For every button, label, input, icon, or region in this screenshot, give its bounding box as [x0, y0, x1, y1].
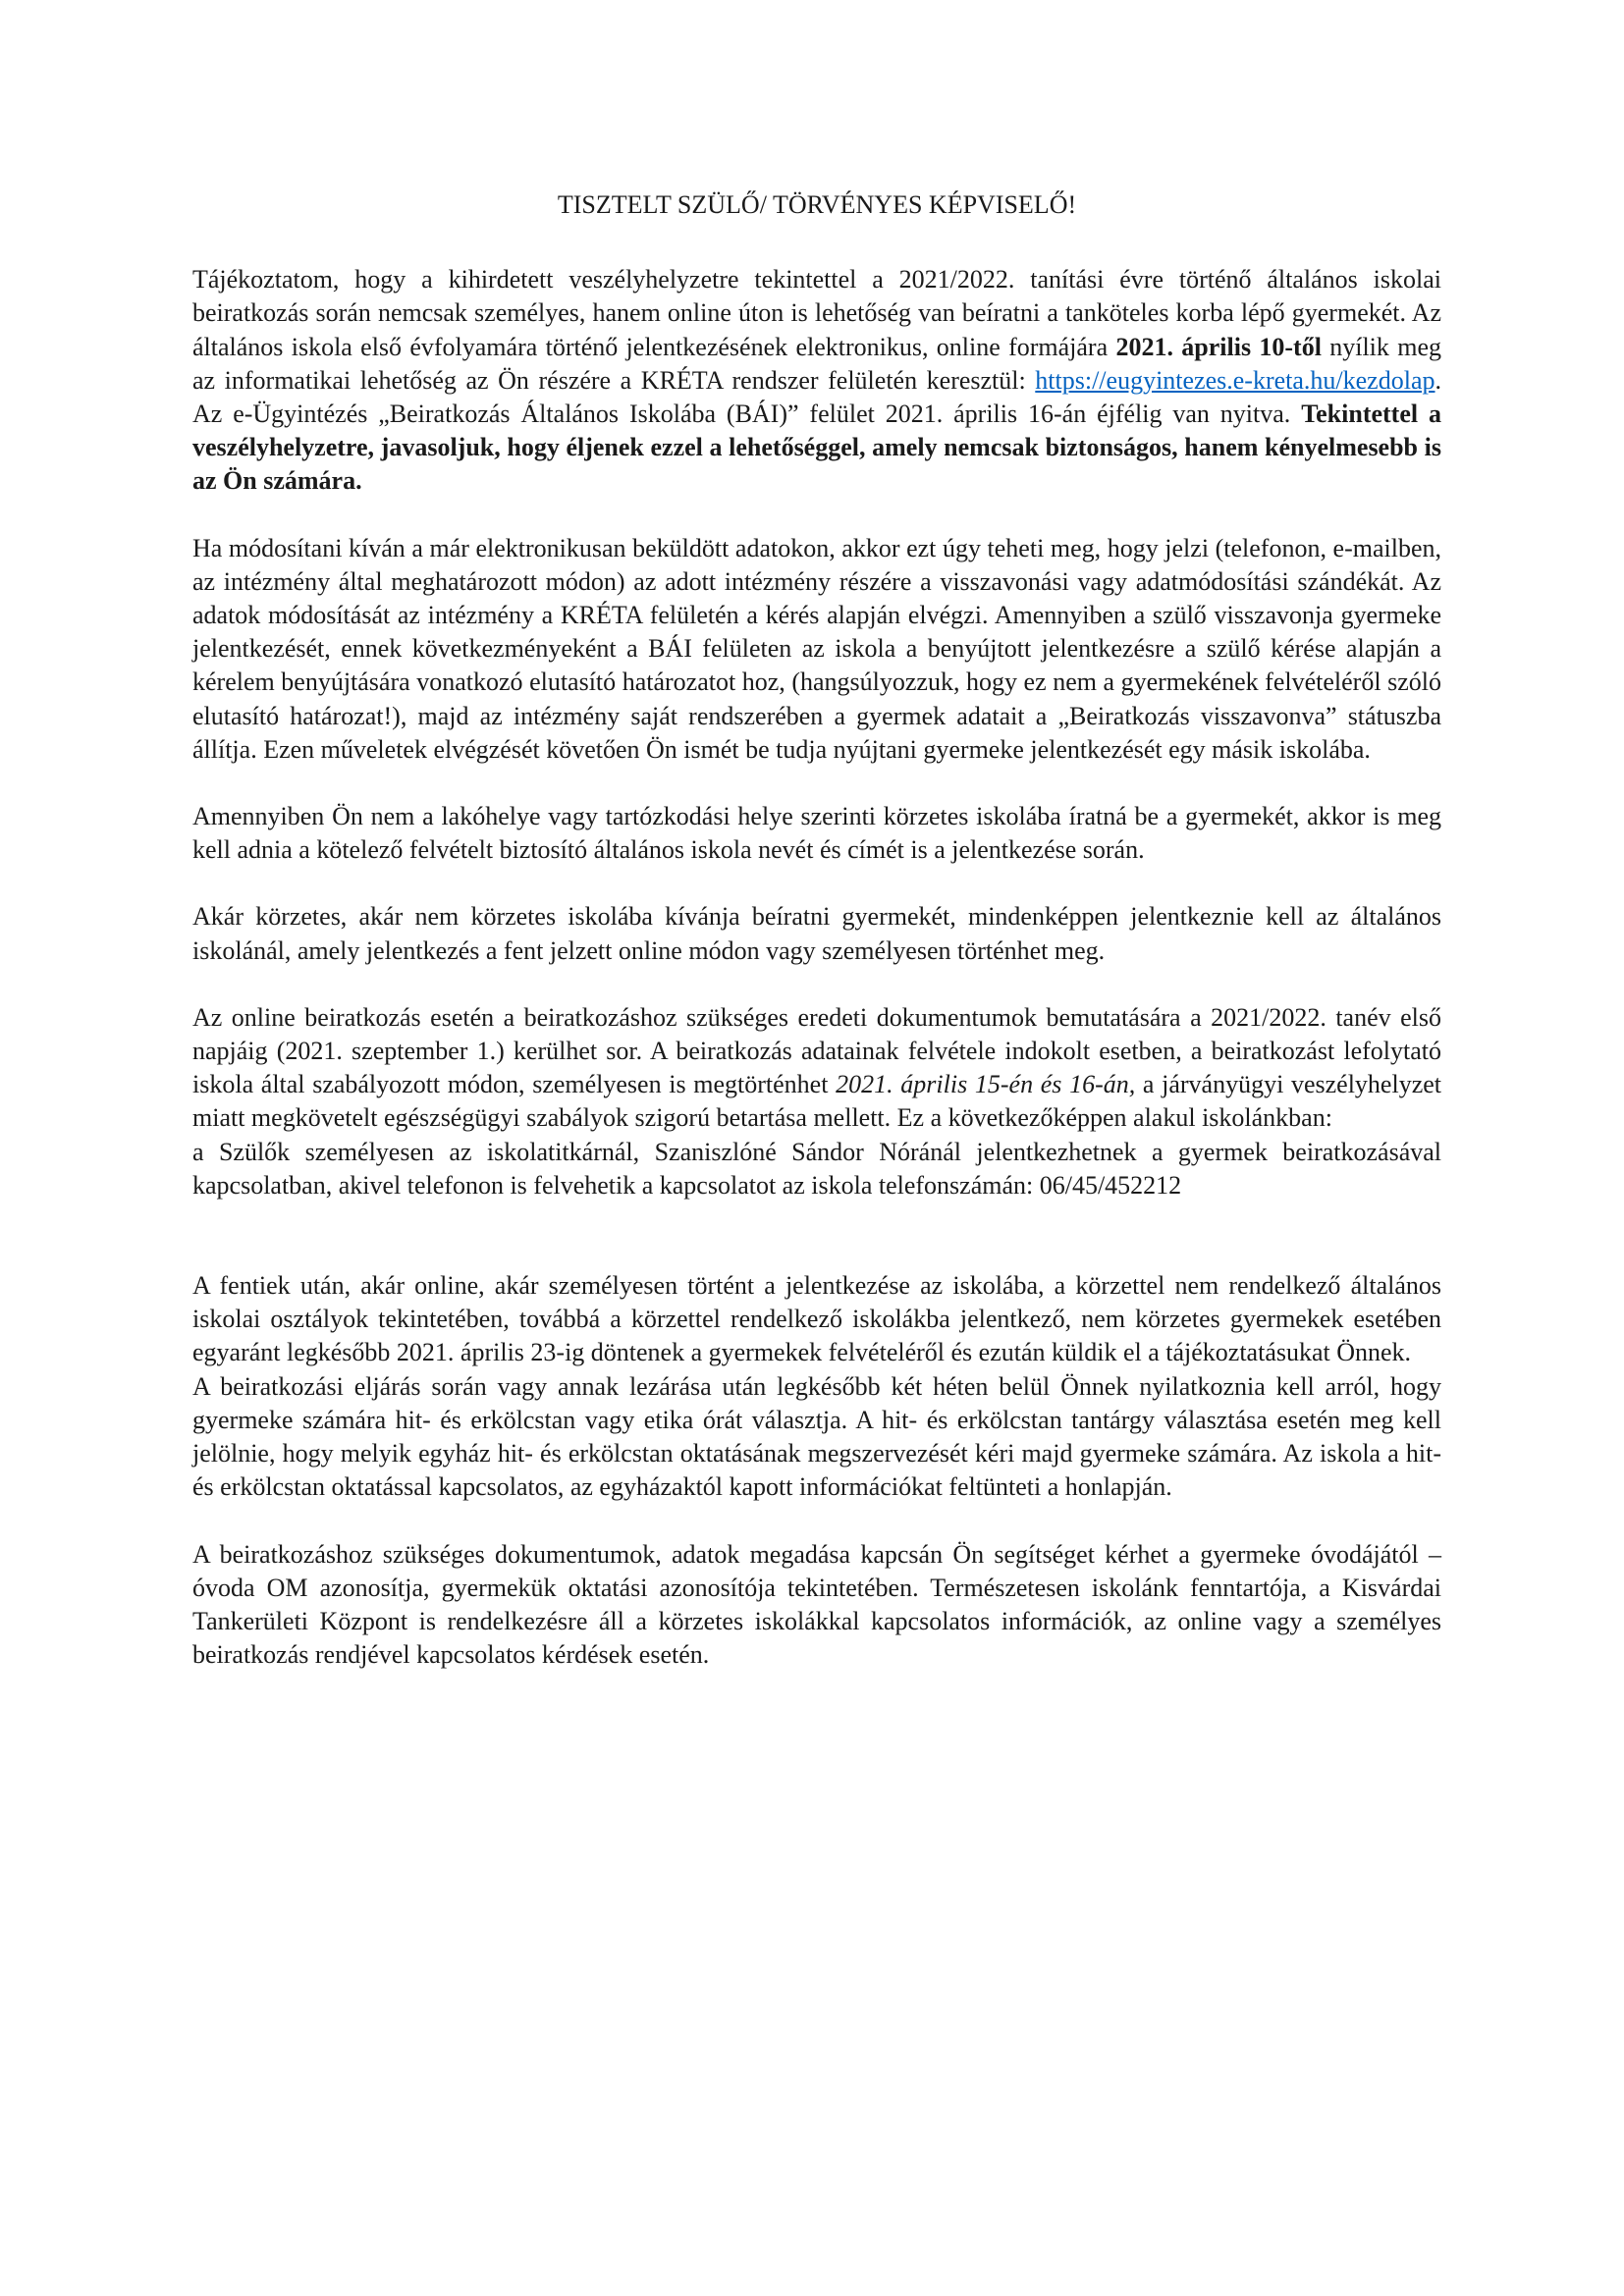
paragraph-modification: Ha módosítani kíván a már elektronikusan beküldött adatokon, akkor ezt úgy teheti meg, hogy jelzi (telefonon, e-mailben, az intézmény által meghatározott módon) az adott intézmény részére a visszavonási vagy adatmódosítási szándékát. Az adatok módosítását az intézmény a KRÉTA felületén a kérés alapján elvégzi. Amennyiben a szülő visszavonja gyermeke jelentkezését, ennek következményeként a BÁI felületen az iskola a benyújtott jelentkezésre a szülő kérése alapján a kérelem benyújtására vonatkozó elutasító határozatot hoz, (hangsúlyozzuk, hogy ez nem a gyermekének felvételéről szóló elutasító határozat!), majd az intézmény saját rendszerében a gyermek adatait a „Beiratkozás visszavonva” státuszba állítja. Ezen műveletek elvégzését követően Ön ismét be tudja nyújtani gyermeke jelentkezését egy másik iskolába. — [192, 533, 1441, 764]
paragraph-decision: A fentiek után, akár online, akár személyesen történt a jelentkezése az iskolába, a körzettel nem rendelkező általános iskolai osztályok tekintetében, továbbá a körzettel rendelkező iskolákba jelentkező, nem körzetes gyermekek esetében egyaránt legkésőbb 2021. április 23-ig döntenek a gyermekek felvételéről és ezután küldik el a tájékoztatásukat Önnek. — [192, 1271, 1441, 1367]
p5-text-c: a járványügyi veszélyhelyzet miatt megkövetelt egészségügyi szabályok szigorú betartása mellett. Ez a következőképpen alakul iskolánkban: — [192, 1070, 1441, 1133]
paragraph-documents — [192, 1001, 1441, 1136]
p1-recommendation: Tekintettel a veszélyhelyzetre, javasoljuk, hogy éljenek ezzel a lehetőséggel, amely nemcsak biztonságos, hanem kényelmesebb is az Ön számára. — [192, 400, 1441, 496]
p5-dates: 2021. április 15-én és 16-án, — [836, 1070, 1136, 1099]
p5-text-a: Az online beiratkozás esetén a beiratkozáshoz szükséges eredeti dokumentumok bemutatására a 2021/2022. tanév első napjáig (2021. szeptember 1.) kerülhet sor. A beiratkozás adatainak felvétele indokolt esetben, a beiratkozást lefolytató iskola által szabályozott módon, személyesen is megtörténhet — [192, 1002, 1441, 1099]
p1-date: 2021. április 10-től — [1115, 332, 1322, 361]
paragraph-non-district: Amennyiben Ön nem a lakóhelye vagy tartózkodási helye szerinti körzetes iskolába íratná be a gyermekét, akkor is meg kell adnia a kötelező felvételt biztosító általános iskola nevét és címét is a jelentkezése során. — [192, 802, 1441, 865]
paragraph-help: A beiratkozáshoz szükséges dokumentumok, adatok megadása kapcsán Ön segítséget kérhet a gyermeke óvodájától – óvoda OM azonosítja, gyermekük oktatási azonosítója tekintetében. Természetesen iskolánk fenntartója, a Kisvárdai Tankerületi Központ is rendelkezésre áll a körzetes iskolákkal kapcsolatos információk, az online vagy a személyes beiratkozás rendjével kapcsolatos kérdések esetén. — [192, 1539, 1441, 1670]
paragraph-school-contact: a Szülők személyesen az iskolatitkárnál, Szaniszlóné Sándor Nóránál jelentkezhetnek a gyermek beiratkozásával kapcsolatban, akivel telefonon is felvehetik a kapcsolatot az iskola telefonszámán: 06/45/452212 — [192, 1137, 1441, 1200]
document-title: TISZTELT SZÜLŐ/ TÖRVÉNYES KÉPVISELŐ! — [557, 190, 1077, 219]
paragraph-must-apply: Akár körzetes, akár nem körzetes iskolába kívánja beíratni gyermekét, mindenképpen jelentkeznie kell az általános iskolánál, amely jelentkezés a fent jelzett online módon vagy személyesen történhet meg. — [192, 902, 1441, 965]
p1-text-a: Tájékoztatom, hogy a kihirdetett veszélyhelyzetre tekintettel a 2021/2022. tanítási évre történő általános iskolai beiratkozás során nemcsak személyes, hanem online úton is lehetőség van beíratni a tanköteles korba lépő gyermekét. Az általános iskola első évfolyamára történő jelentkezésének elektronikus, online formájára — [192, 265, 1441, 361]
p1-text-d: . Az e-Ügyintézés „Beiratkozás Általános Iskolába (BÁI)” felület 2021. április 16-án éjfélig van nyitva. — [192, 365, 1441, 429]
paragraph-religion-ethics: A beiratkozási eljárás során vagy annak lezárása után legkésőbb két héten belül Önnek nyilatkoznia kell arról, hogy gyermeke számára hit- és erkölcstan vagy etika órát választja. A hit- és erkölcstan tantárgy választása esetén meg kell jelölnie, hogy melyik egyház hit- és erkölcstan oktatásának megszervezését kéri majd gyermeke számára. Az iskola a hit- és erkölcstan oktatással kapcsolatos, az egyházaktól kapott információkat feltünteti a honlapján. — [192, 1371, 1441, 1502]
p1-text-c: nyílik meg az informatikai lehetőség az Ön részére a KRÉTA rendszer felületén keresztül: — [192, 332, 1441, 395]
kreta-link[interactable]: https://eugyintezes.e-kreta.hu/kezdolap — [1035, 365, 1435, 395]
paragraph-online-enrollment — [192, 263, 1441, 498]
spacer — [192, 1236, 1441, 1269]
